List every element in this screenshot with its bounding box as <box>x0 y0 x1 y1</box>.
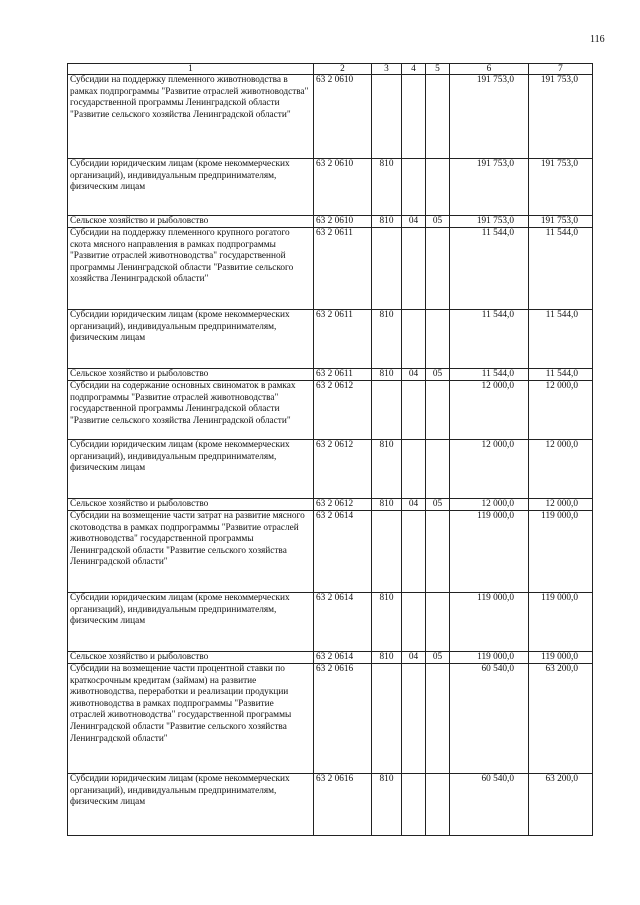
row-name-cell: Сельское хозяйство и рыболовство <box>68 499 314 511</box>
row-name-cell: Субсидии юридическим лицам (кроме некоммерческих организаций), индивидуальным предпринимателям, физическим лицам <box>68 440 314 499</box>
row-value-2015-cell: 11 544,0 <box>529 310 593 369</box>
header-row <box>68 64 593 75</box>
table-row <box>68 310 593 369</box>
row-name-cell: Сельское хозяйство и рыболовство <box>68 216 314 228</box>
row-name-cell: Сельское хозяйство и рыболовство <box>68 652 314 664</box>
row-code-cell: 63 2 0611 <box>314 228 372 310</box>
row-code-cell: 63 2 0616 <box>314 774 372 836</box>
row-value-2014-cell: 11 544,0 <box>450 369 529 381</box>
row-value-2014-cell: 191 753,0 <box>450 75 529 159</box>
row-value-2015-cell: 191 753,0 <box>529 159 593 216</box>
row-pr-cell <box>426 774 450 836</box>
row-pr-cell <box>426 511 450 593</box>
row-value-2014-cell: 12 000,0 <box>450 440 529 499</box>
row-name-cell: Субсидии юридическим лицам (кроме некоммерческих организаций), индивидуальным предпринимателям, физическим лицам <box>68 774 314 836</box>
row-name-cell: Субсидии юридическим лицам (кроме некоммерческих организаций), индивидуальным предпринимателям, физическим лицам <box>68 310 314 369</box>
row-value-2015-cell: 191 753,0 <box>529 216 593 228</box>
header-cell: 5 <box>426 64 450 75</box>
row-value-2015-cell: 119 000,0 <box>529 511 593 593</box>
row-rz-cell <box>402 511 426 593</box>
header-cell: 6 <box>450 64 529 75</box>
row-pr-cell <box>426 75 450 159</box>
row-name-cell: Сельское хозяйство и рыболовство <box>68 369 314 381</box>
row-code-cell: 63 2 0611 <box>314 310 372 369</box>
table-row <box>68 228 593 310</box>
row-vr-cell: 810 <box>372 310 402 369</box>
header-cell: 4 <box>402 64 426 75</box>
row-value-2014-cell: 60 540,0 <box>450 664 529 774</box>
row-pr-cell <box>426 664 450 774</box>
row-vr-cell: 810 <box>372 159 402 216</box>
row-value-2014-cell: 119 000,0 <box>450 652 529 664</box>
row-vr-cell <box>372 228 402 310</box>
row-vr-cell: 810 <box>372 593 402 652</box>
row-value-2014-cell: 119 000,0 <box>450 511 529 593</box>
row-vr-cell <box>372 75 402 159</box>
row-value-2014-cell: 119 000,0 <box>450 593 529 652</box>
row-name-cell: Субсидии на возмещение части процентной ставки по краткосрочным кредитам (займам) на развитие животноводства, переработки и реализации продукции животноводства в рамках подпрограммы "Развитие отраслей животноводства" государственной программы Ленинградской области "Развитие сельского хозяйства Ленинградской области" <box>68 664 314 774</box>
row-vr-cell <box>372 511 402 593</box>
row-rz-cell: 04 <box>402 499 426 511</box>
row-value-2015-cell: 63 200,0 <box>529 774 593 836</box>
row-rz-cell: 04 <box>402 216 426 228</box>
header-cell: 3 <box>372 64 402 75</box>
row-code-cell: 63 2 0612 <box>314 499 372 511</box>
row-rz-cell <box>402 440 426 499</box>
row-pr-cell <box>426 228 450 310</box>
row-pr-cell <box>426 381 450 440</box>
table-row <box>68 159 593 216</box>
row-vr-cell: 810 <box>372 652 402 664</box>
row-rz-cell <box>402 310 426 369</box>
row-rz-cell <box>402 381 426 440</box>
row-code-cell: 63 2 0610 <box>314 216 372 228</box>
row-rz-cell <box>402 664 426 774</box>
table-row <box>68 664 593 774</box>
budget-table <box>67 63 593 836</box>
row-vr-cell: 810 <box>372 499 402 511</box>
row-pr-cell: 05 <box>426 499 450 511</box>
row-value-2015-cell: 119 000,0 <box>529 652 593 664</box>
row-name-cell: Субсидии на поддержку племенного крупного рогатого скота мясного направления в рамках подпрограммы "Развитие отраслей животноводства" государственной программы Ленинградской области "Развитие сельского хозяйства Ленинградской области" <box>68 228 314 310</box>
row-value-2015-cell: 12 000,0 <box>529 499 593 511</box>
row-pr-cell <box>426 593 450 652</box>
table-row <box>68 381 593 440</box>
row-name-cell: Субсидии на содержание основных свиноматок в рамках подпрограммы "Развитие отраслей животноводства" государственной программы Ленинградской области "Развитие сельского хозяйства Ленинградской области" <box>68 381 314 440</box>
row-value-2014-cell: 60 540,0 <box>450 774 529 836</box>
row-rz-cell: 04 <box>402 369 426 381</box>
row-name-cell: Субсидии на возмещение части затрат на развитие мясного скотоводства в рамках подпрограммы "Развитие отраслей животноводства" государственной программы Ленинградской области "Развитие сельского хозяйства Ленинградской области" <box>68 511 314 593</box>
row-value-2015-cell: 11 544,0 <box>529 369 593 381</box>
row-code-cell: 63 2 0612 <box>314 381 372 440</box>
row-value-2015-cell: 191 753,0 <box>529 75 593 159</box>
row-name-cell: Субсидии на поддержку племенного животноводства в рамках подпрограммы "Развитие отраслей животноводства" государственной программы Ленинградской области "Развитие сельского хозяйства Ленинградской области" <box>68 75 314 159</box>
row-value-2015-cell: 12 000,0 <box>529 440 593 499</box>
row-rz-cell <box>402 75 426 159</box>
row-rz-cell <box>402 593 426 652</box>
row-value-2014-cell: 12 000,0 <box>450 381 529 440</box>
row-rz-cell <box>402 159 426 216</box>
row-code-cell: 63 2 0612 <box>314 440 372 499</box>
row-value-2015-cell: 63 200,0 <box>529 664 593 774</box>
header-cell: 2 <box>314 64 372 75</box>
row-pr-cell: 05 <box>426 652 450 664</box>
row-rz-cell <box>402 228 426 310</box>
row-rz-cell <box>402 774 426 836</box>
table-row <box>68 369 593 381</box>
header-cell: 1 <box>68 64 314 75</box>
table-row <box>68 499 593 511</box>
header-cell: 7 <box>529 64 593 75</box>
table-row <box>68 75 593 159</box>
table-row <box>68 593 593 652</box>
row-pr-cell: 05 <box>426 369 450 381</box>
row-name-cell: Субсидии юридическим лицам (кроме некоммерческих организаций), индивидуальным предпринимателям, физическим лицам <box>68 593 314 652</box>
row-pr-cell <box>426 310 450 369</box>
table-row <box>68 652 593 664</box>
row-code-cell: 63 2 0614 <box>314 593 372 652</box>
table-row <box>68 774 593 836</box>
row-rz-cell: 04 <box>402 652 426 664</box>
row-vr-cell: 810 <box>372 774 402 836</box>
row-value-2015-cell: 11 544,0 <box>529 228 593 310</box>
row-value-2015-cell: 119 000,0 <box>529 593 593 652</box>
row-vr-cell: 810 <box>372 216 402 228</box>
row-vr-cell <box>372 381 402 440</box>
row-value-2014-cell: 11 544,0 <box>450 228 529 310</box>
row-value-2014-cell: 11 544,0 <box>450 310 529 369</box>
row-code-cell: 63 2 0614 <box>314 511 372 593</box>
row-pr-cell <box>426 159 450 216</box>
row-value-2014-cell: 191 753,0 <box>450 159 529 216</box>
row-value-2014-cell: 12 000,0 <box>450 499 529 511</box>
row-code-cell: 63 2 0611 <box>314 369 372 381</box>
page-number: 116 <box>590 34 605 45</box>
row-code-cell: 63 2 0610 <box>314 75 372 159</box>
table-row <box>68 511 593 593</box>
table-row <box>68 440 593 499</box>
row-pr-cell: 05 <box>426 216 450 228</box>
row-pr-cell <box>426 440 450 499</box>
row-code-cell: 63 2 0610 <box>314 159 372 216</box>
row-vr-cell: 810 <box>372 369 402 381</box>
row-name-cell: Субсидии юридическим лицам (кроме некоммерческих организаций), индивидуальным предпринимателям, физическим лицам <box>68 159 314 216</box>
row-vr-cell: 810 <box>372 440 402 499</box>
row-code-cell: 63 2 0616 <box>314 664 372 774</box>
row-vr-cell <box>372 664 402 774</box>
table-body <box>68 64 593 836</box>
row-value-2015-cell: 12 000,0 <box>529 381 593 440</box>
table-row <box>68 216 593 228</box>
row-code-cell: 63 2 0614 <box>314 652 372 664</box>
row-value-2014-cell: 191 753,0 <box>450 216 529 228</box>
